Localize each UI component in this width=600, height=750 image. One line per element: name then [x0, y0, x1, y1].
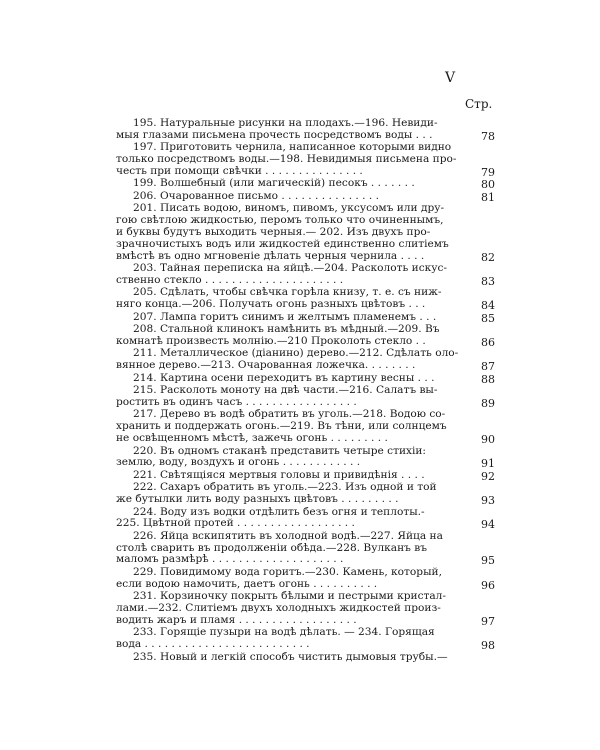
- toc-entry: [116, 506, 495, 532]
- page-number: V: [445, 70, 456, 86]
- toc-entry-line: 231. Корзиночку покрыть бѣлыми и пестрыми кристал-: [133, 591, 446, 603]
- toc-entry: [116, 324, 495, 349]
- toc-entry: [116, 627, 495, 653]
- toc-entry-line: землю, воду, воздухъ и огонь . . . . . . . . . . . .: [116, 457, 361, 469]
- toc-entry: [116, 178, 495, 192]
- toc-entry-line: 221. Свѣтящіяся мертвыя головы и привидѣнія . . . .: [133, 469, 425, 481]
- toc-entry-line: 217. Дерево въ водѣ обратить въ уголь.—218. Водою со-: [133, 409, 446, 421]
- toc-entry-line: 208. Стальной клинокъ намѣнить въ мѣдный.—209. Въ: [133, 324, 440, 336]
- toc-entry-line: 214. Картина осени переходитъ въ картину весны . . .: [133, 372, 435, 384]
- toc-entry-line: 235. Новый и легкій способъ чистить дымовыя трубы.—: [133, 651, 448, 663]
- toc-entry-line: 211. Металлическое (діанино) дерево.—212. Сдѣлать оло-: [133, 348, 459, 360]
- toc-page-number: 79: [481, 165, 495, 179]
- toc-entry-line: комнатѣ произвесть молнію.—210 Проколоть стекло . .: [116, 335, 426, 347]
- toc-entry-line: 222. Сахаръ обратить въ уголь.—223. Изъ одной и той: [133, 482, 437, 494]
- toc-page-number: 98: [481, 639, 495, 653]
- toc-entry: [116, 566, 495, 592]
- toc-entry-line: 203. Тайная переписка на яйцѣ.—204. Расколоть искус-: [133, 263, 448, 275]
- toc-entry-line: 224. Воду изъ водки отдѣлить безъ огня и теплоты.-: [133, 506, 425, 518]
- toc-entry-line: зрачночистыхъ водъ или жидкостей единственно слитіемъ: [116, 238, 449, 250]
- toc-entry: [116, 530, 495, 568]
- toc-entry-line: 220. Въ одномъ стаканѣ представить четыре стихіи:: [133, 445, 426, 457]
- toc-entry-line: только посредствомъ воды.—198. Невидимыя письмена про-: [116, 154, 457, 166]
- toc-entry-line: хранить и поддержать огонь.—219. Въ тѣни, или солнцемъ: [116, 421, 447, 433]
- toc-entry-line: честь при помощи свѣчки . . . . . . . . . . . . . . .: [116, 165, 363, 177]
- toc-page-number: 95: [481, 554, 495, 568]
- toc-page-number: 89: [481, 396, 495, 410]
- toc-entry-line: мыя глазами письмена прочесть посредствомъ воды . . .: [116, 129, 433, 141]
- toc-page-number: 91: [481, 457, 495, 471]
- toc-entry-line: столѣ сварить въ продолженіи обѣда.—228. Вулканъ въ: [116, 542, 427, 554]
- toc-entry: [116, 203, 495, 264]
- toc-entry-line: 205. Сдѣлать, чтобы свѣчка горѣла книзу, т. е. съ ниж-: [133, 287, 442, 299]
- toc-entry-line: лами.—232. Слитіемъ двухъ холодныхъ жидкостей произ-: [116, 603, 441, 615]
- toc-entry: [116, 311, 495, 325]
- toc-page-number: 84: [481, 299, 495, 313]
- toc-page-number: 97: [481, 614, 495, 628]
- toc-page-number: 87: [481, 360, 495, 374]
- toc-entry: [116, 652, 466, 664]
- toc-entry-line: 215. Расколоть моноту на двѣ части.—216. Салатъ вы-: [133, 385, 438, 397]
- toc-entry-line: и буквы будутъ выходить черныя.— 202. Изъ двухъ про-: [116, 226, 431, 238]
- toc-entry: [116, 287, 495, 313]
- toc-entry-line: 195. Натуральные рисунки на плодахъ.—196. Невиди-: [133, 118, 438, 129]
- toc-entry-line: маломъ размѣрѣ . . . . . . . . . . . . . . . . . . . .: [116, 554, 344, 566]
- toc-entry: [116, 469, 495, 483]
- table-of-contents: [116, 118, 516, 664]
- toc-page-number: 85: [481, 311, 495, 325]
- toc-page-number: 92: [481, 469, 495, 483]
- toc-entry-line: вмѣстѣ въ одно мгновеніе дѣлать черныя чернила . . . .: [116, 250, 425, 262]
- toc-entry: [116, 372, 495, 386]
- toc-page-number: 78: [481, 129, 495, 143]
- toc-page-number: 96: [481, 578, 495, 592]
- toc-entry: [116, 591, 495, 628]
- toc-entry-line: гою свѣтлою жидкостью, перомъ только что очиненнымъ,: [116, 215, 444, 227]
- toc-entry: [116, 409, 495, 447]
- toc-entry: [116, 385, 495, 410]
- toc-entry-line: вянное дерево.—213. Очарованная ложечка. . . . . . . .: [116, 360, 416, 372]
- toc-entry: [116, 263, 495, 288]
- toc-entry-line: не освѣщенномъ мѣстѣ, зажечь огонь . . . . . . . . .: [116, 433, 388, 445]
- toc-entry-line: 233. Горящіе пузыри на водѣ дѣлать. — 234. Горящая: [133, 627, 435, 639]
- toc-page-number: 90: [481, 433, 495, 447]
- toc-entry-line: 229. Повидимому вода горитъ.—230. Камень, который,: [133, 566, 442, 578]
- toc-entry-line: если водою намочить, даетъ огонь . . . . . . . . . .: [116, 578, 378, 590]
- toc-entry-line: 207. Лампа горитъ синимъ и желтымъ пламенемъ . . .: [133, 311, 437, 323]
- toc-entry: [116, 142, 495, 179]
- toc-entry-line: 226. Яйца вскипятить въ холодной водѣ.—227. Яйца на: [133, 530, 443, 542]
- toc-page-number: 82: [481, 250, 495, 264]
- toc-entry-line: ростить въ одинъ часъ . . . . . . . . . . . . . . . . .: [116, 396, 357, 408]
- toc-entry-line: водить жаръ и пламя . . . . . . . . . . . . . . . . . .: [116, 614, 357, 626]
- toc-entry-line: 225. Цвѣтной протей . . . . . . . . . . . . . . . . . .: [116, 518, 355, 530]
- toc-entry: [116, 118, 495, 143]
- toc-entry: [116, 482, 495, 508]
- toc-entry-line: же бутылки лить воду разныхъ цвѣтовъ . . . . . . . . .: [116, 494, 399, 506]
- toc-entry: [116, 348, 495, 374]
- toc-page-number: 81: [481, 190, 495, 204]
- toc-page-number: 88: [481, 372, 495, 386]
- toc-page-number: 93: [481, 494, 495, 508]
- toc-entry-line: 206. Очарованное письмо . . . . . . . . . . . . . . .: [133, 190, 379, 202]
- toc-page-number: 94: [481, 518, 495, 532]
- toc-entry-line: няго конца.—206. Получать огонь разныхъ цвѣтовъ . . .: [116, 299, 426, 311]
- toc-entry-line: вода . . . . . . . . . . . . . . . . . . . . . . . . .: [116, 639, 310, 651]
- toc-entry-line: ственно стекло . . . . . . . . . . . . . . . . . . . . .: [116, 274, 344, 286]
- toc-page-number: 86: [481, 335, 495, 349]
- toc-entry: [116, 445, 495, 471]
- toc-entry-line: 201. Писать водою, виномъ, пивомъ, уксусомъ или дру-: [133, 203, 445, 215]
- toc-page-number: 83: [481, 274, 495, 288]
- toc-entry-line: 199. Волшебный (или магическій) песокъ . . . . . . .: [133, 178, 415, 190]
- page-column-header: Стр.: [465, 97, 493, 111]
- toc-page-number: 80: [481, 178, 495, 192]
- toc-entry: [116, 190, 495, 204]
- toc-entry-line: 197. Приготовить чернила, написанное которыми видно: [133, 142, 452, 154]
